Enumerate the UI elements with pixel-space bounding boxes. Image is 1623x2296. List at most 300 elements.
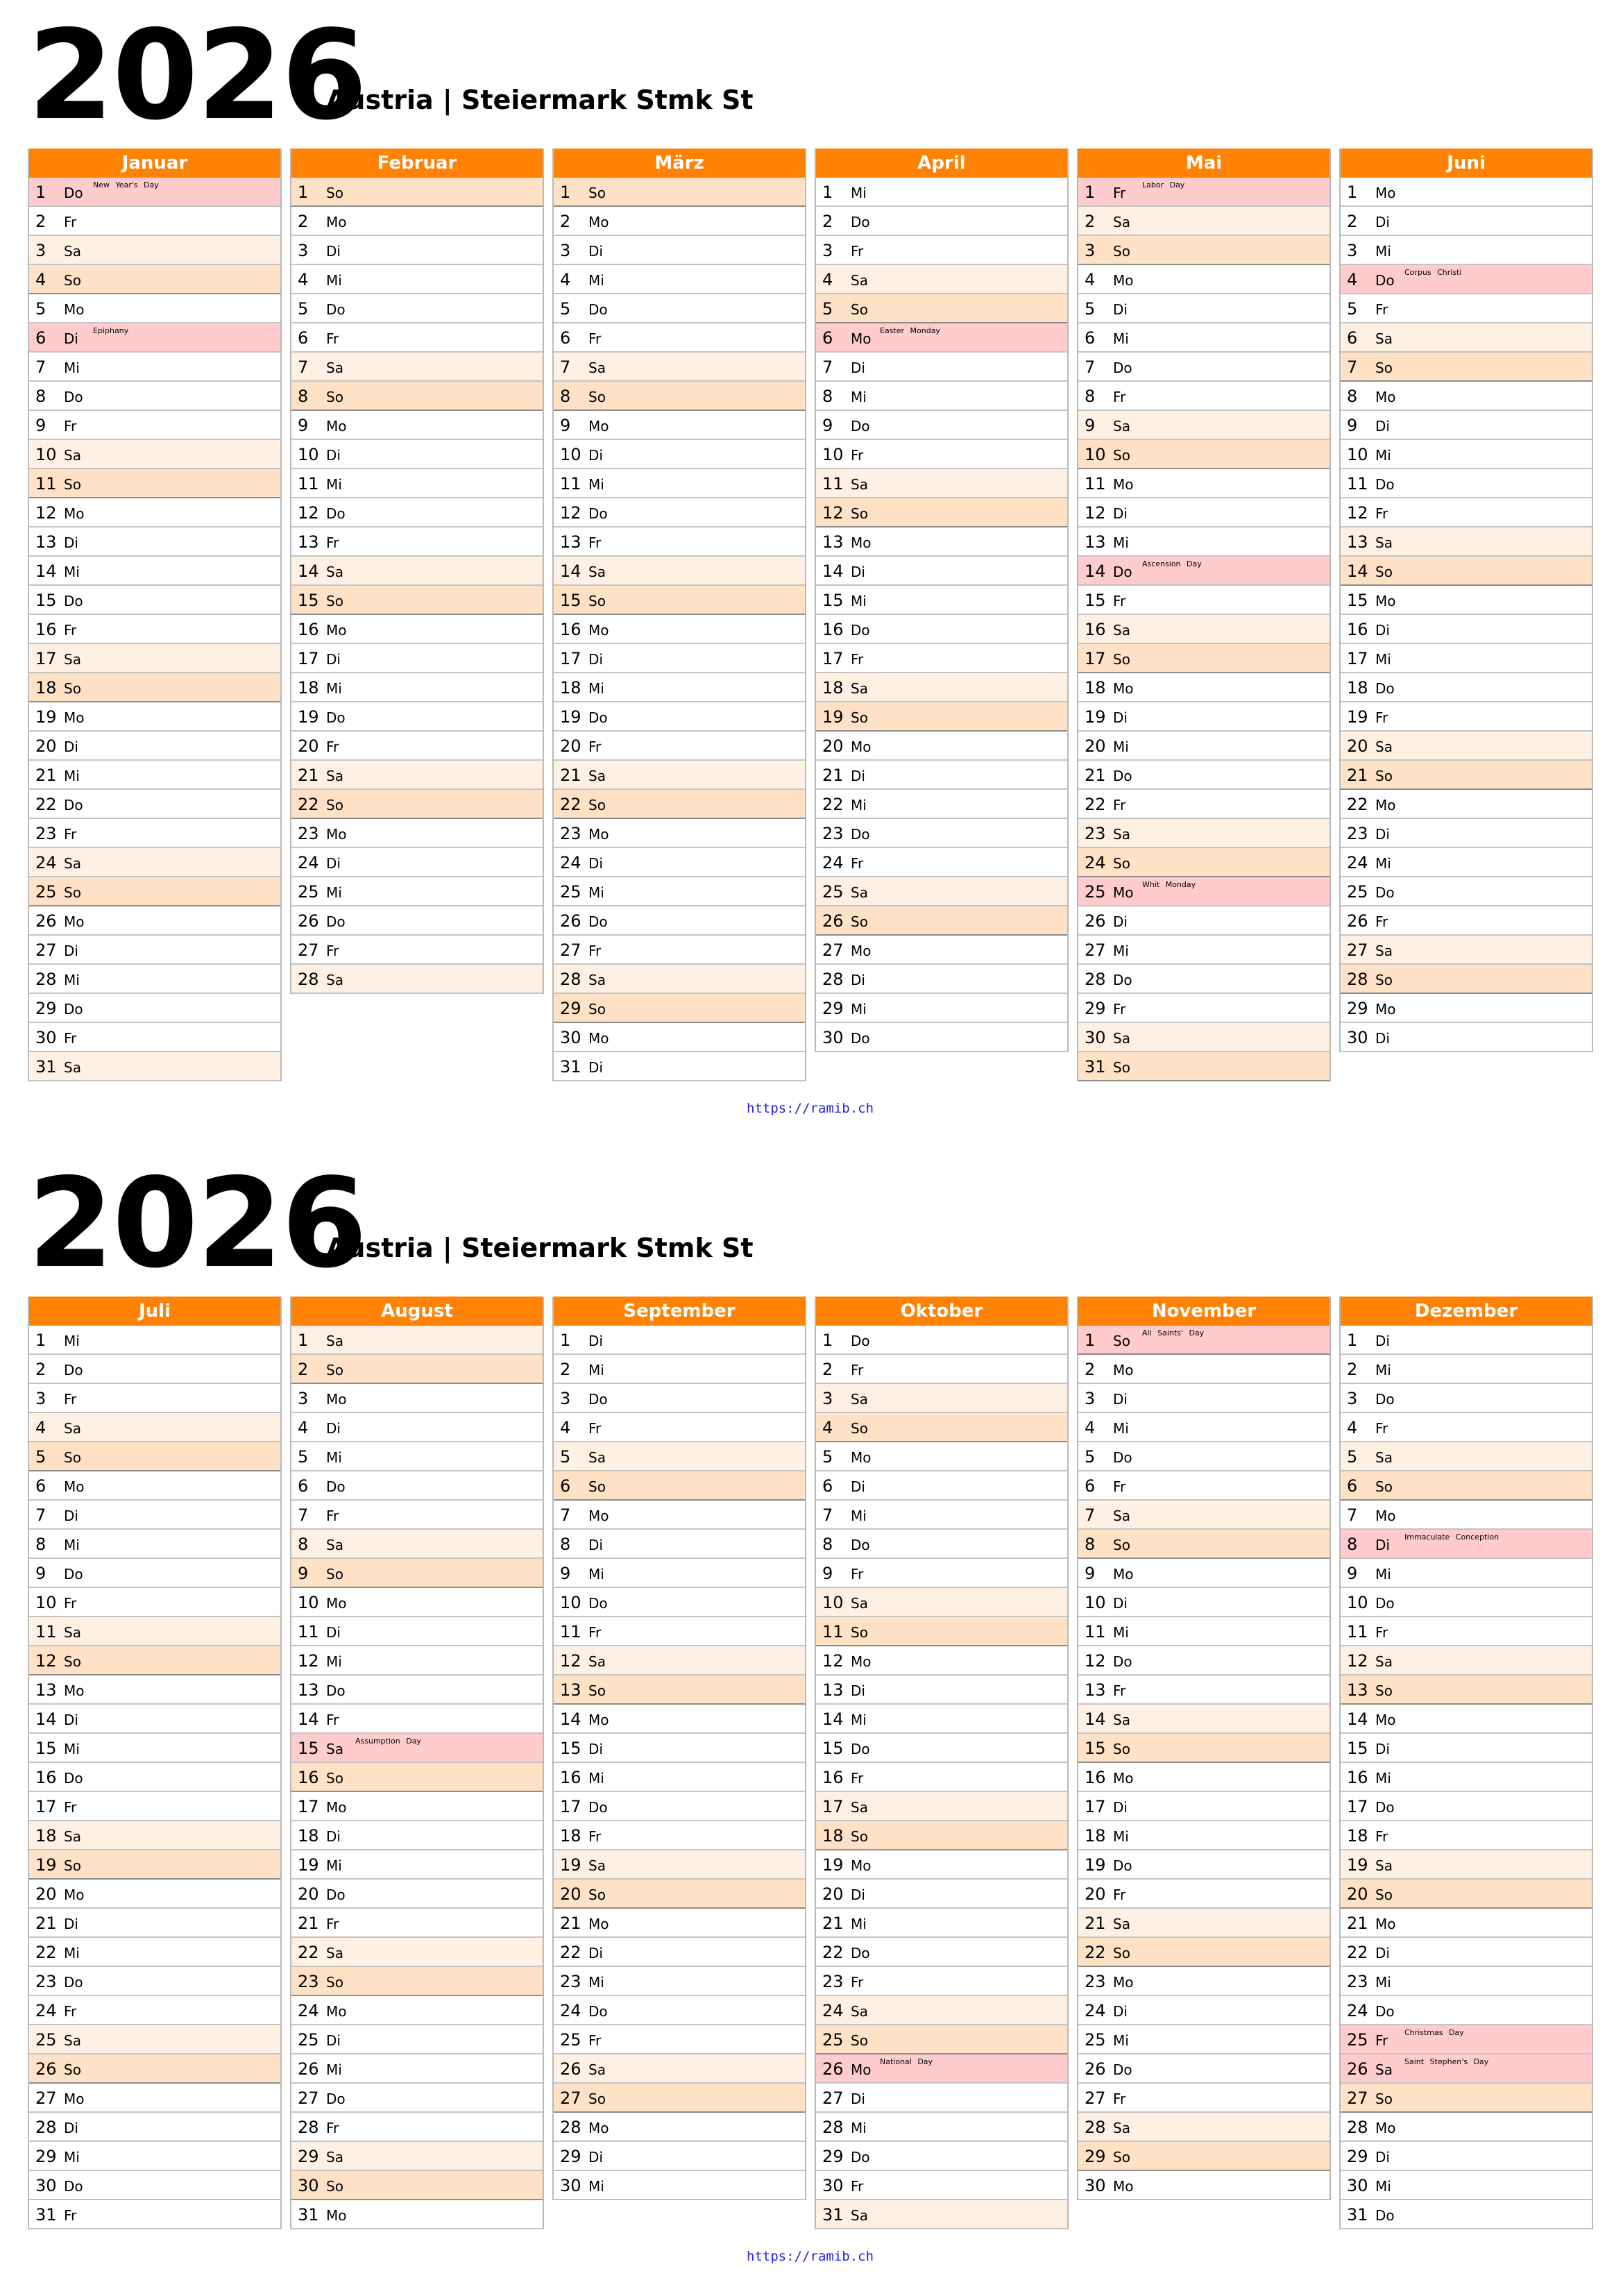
weekday-name: Mo bbox=[1375, 2120, 1396, 2136]
weekday-name: Sa bbox=[1113, 1508, 1130, 1524]
weekday-name: Fr bbox=[64, 622, 77, 639]
day-number: 18 bbox=[1085, 1826, 1106, 1846]
weekday-name: Fr bbox=[1113, 389, 1126, 405]
weekday-name: Do bbox=[1375, 2207, 1395, 2224]
day-row bbox=[291, 1880, 543, 1909]
weekday-name: Fr bbox=[1113, 593, 1126, 609]
day-number: 2 bbox=[1347, 1360, 1358, 1379]
day-number: 10 bbox=[1347, 1593, 1368, 1612]
weekday-name: Mo bbox=[326, 214, 347, 230]
weekday-name: Fr bbox=[64, 2003, 77, 2020]
day-row bbox=[1341, 1938, 1592, 1967]
day-row bbox=[29, 761, 280, 790]
day-number: 6 bbox=[1347, 328, 1358, 348]
day-number: 8 bbox=[298, 387, 309, 406]
day-row bbox=[291, 848, 543, 877]
weekday-name: So bbox=[588, 1682, 606, 1699]
source-link[interactable]: https://ramib.ch bbox=[747, 1101, 874, 1116]
day-row bbox=[554, 353, 805, 382]
day-row bbox=[29, 469, 280, 498]
day-row bbox=[1078, 819, 1329, 848]
day-number: 26 bbox=[1085, 2059, 1106, 2079]
day-number: 13 bbox=[560, 532, 581, 552]
day-row bbox=[816, 440, 1067, 469]
weekday-name: Do bbox=[64, 1566, 83, 1582]
day-row bbox=[29, 1326, 280, 1355]
day-row bbox=[291, 1792, 543, 1821]
day-row bbox=[1078, 411, 1329, 440]
day-row bbox=[29, 1023, 280, 1052]
weekday-name: Mo bbox=[1375, 185, 1396, 201]
weekday-name: Sa bbox=[851, 1391, 868, 1408]
weekday-name: Sa bbox=[851, 680, 868, 697]
weekday-name: Sa bbox=[588, 972, 606, 988]
day-row bbox=[816, 2200, 1067, 2229]
month-header: Februar bbox=[291, 149, 543, 178]
day-number: 11 bbox=[1347, 1622, 1368, 1641]
weekday-name: So bbox=[588, 1886, 606, 1903]
day-row bbox=[291, 2142, 543, 2171]
weekday-name: Fr bbox=[1375, 1624, 1388, 1641]
weekday-name: So bbox=[64, 1449, 81, 1466]
day-number: 12 bbox=[298, 503, 319, 523]
day-number: 7 bbox=[1347, 357, 1358, 377]
day-row bbox=[291, 1559, 543, 1588]
weekday-name: Mi bbox=[851, 2120, 867, 2136]
day-number: 1 bbox=[822, 1331, 833, 1350]
day-number: 30 bbox=[822, 2176, 844, 2195]
day-row bbox=[291, 702, 543, 732]
weekday-name: Fr bbox=[64, 1391, 77, 1408]
day-number: 1 bbox=[35, 183, 46, 202]
day-row bbox=[554, 382, 805, 411]
day-row bbox=[29, 673, 280, 702]
weekday-name: Di bbox=[1113, 913, 1128, 930]
weekday-name: Do bbox=[326, 709, 346, 726]
day-number: 26 bbox=[822, 2059, 844, 2079]
day-row bbox=[816, 2113, 1067, 2142]
weekday-name: So bbox=[326, 593, 343, 609]
day-number: 22 bbox=[1347, 1943, 1368, 1962]
day-row bbox=[816, 527, 1067, 557]
weekday-name: Di bbox=[64, 330, 78, 347]
day-number: 11 bbox=[298, 1622, 319, 1641]
day-row bbox=[29, 236, 280, 265]
weekday-name: Mi bbox=[1113, 1624, 1129, 1641]
weekday-name: Mi bbox=[851, 797, 867, 813]
day-number: 13 bbox=[1085, 532, 1106, 552]
day-number: 28 bbox=[35, 2118, 57, 2137]
weekday-name: Sa bbox=[64, 651, 81, 668]
weekday-name: Di bbox=[1113, 1391, 1128, 1408]
weekday-name: Fr bbox=[1375, 913, 1388, 930]
day-row bbox=[554, 1559, 805, 1588]
day-number: 11 bbox=[1085, 1622, 1106, 1641]
day-number: 14 bbox=[35, 1710, 57, 1729]
day-number: 23 bbox=[822, 824, 844, 843]
weekday-name: Fr bbox=[1113, 1886, 1126, 1903]
day-row bbox=[1078, 323, 1329, 353]
weekday-name: Mi bbox=[64, 1333, 80, 1349]
day-number: 15 bbox=[298, 1739, 319, 1758]
day-number: 25 bbox=[1347, 882, 1368, 902]
day-row bbox=[554, 877, 805, 906]
day-number: 18 bbox=[1347, 1826, 1368, 1846]
day-row bbox=[816, 2084, 1067, 2113]
day-row bbox=[816, 819, 1067, 848]
weekday-name: Fr bbox=[326, 2120, 339, 2136]
day-number: 30 bbox=[560, 1028, 581, 1047]
weekday-name: Di bbox=[588, 243, 603, 260]
weekday-name: So bbox=[64, 884, 81, 901]
day-number: 18 bbox=[35, 678, 57, 698]
weekday-name: Mi bbox=[588, 884, 604, 901]
day-number: 16 bbox=[298, 1768, 319, 1787]
weekday-name: Sa bbox=[64, 1828, 81, 1845]
day-row bbox=[1341, 994, 1592, 1023]
day-number: 5 bbox=[1085, 1447, 1096, 1467]
day-number: 16 bbox=[822, 1768, 844, 1787]
holiday-label: Saint Stephen's Day bbox=[1404, 2057, 1489, 2066]
day-row bbox=[816, 1530, 1067, 1559]
day-number: 18 bbox=[1085, 678, 1106, 698]
day-number: 31 bbox=[1085, 1057, 1106, 1077]
day-number: 21 bbox=[822, 766, 844, 785]
day-row bbox=[1341, 1705, 1592, 1734]
weekday-name: Fr bbox=[64, 1030, 77, 1047]
day-row bbox=[29, 702, 280, 732]
month-column-august bbox=[290, 1297, 544, 2229]
weekday-name: Mi bbox=[326, 680, 342, 697]
day-number: 13 bbox=[1085, 1680, 1106, 1700]
day-number: 5 bbox=[1347, 299, 1358, 319]
day-number: 1 bbox=[35, 1331, 46, 1350]
weekday-name: Mi bbox=[1375, 2178, 1391, 2195]
day-number: 16 bbox=[1085, 1768, 1106, 1787]
day-row bbox=[29, 1763, 280, 1792]
weekday-name: Sa bbox=[588, 360, 606, 376]
weekday-name: Mo bbox=[326, 418, 347, 434]
weekday-name: Sa bbox=[1375, 1449, 1393, 1466]
weekday-name: Mo bbox=[326, 826, 347, 843]
day-row bbox=[1341, 1617, 1592, 1646]
day-row bbox=[554, 848, 805, 877]
weekday-name: So bbox=[326, 1362, 343, 1378]
weekday-name: Mo bbox=[64, 1478, 85, 1495]
day-number: 18 bbox=[822, 1826, 844, 1846]
day-number: 10 bbox=[560, 445, 581, 464]
weekday-name: Mo bbox=[1113, 680, 1134, 697]
weekday-name: So bbox=[851, 2032, 868, 2049]
day-number: 6 bbox=[1085, 328, 1096, 348]
day-number: 17 bbox=[560, 1797, 581, 1816]
day-row bbox=[29, 615, 280, 644]
weekday-name: Fr bbox=[326, 1916, 339, 1932]
holiday-label: Labor Day bbox=[1142, 180, 1185, 189]
weekday-name: Do bbox=[326, 1478, 346, 1495]
weekday-name: Do bbox=[1375, 272, 1395, 289]
day-row bbox=[29, 498, 280, 527]
weekday-name: Di bbox=[1113, 1799, 1128, 1816]
day-number: 18 bbox=[560, 678, 581, 698]
day-number: 11 bbox=[298, 474, 319, 493]
day-number: 23 bbox=[1085, 824, 1106, 843]
day-number: 27 bbox=[1347, 940, 1368, 960]
weekday-name: Sa bbox=[851, 1799, 868, 1816]
weekday-name: So bbox=[851, 1828, 868, 1845]
weekday-name: Mo bbox=[851, 330, 872, 347]
weekday-name: Fr bbox=[326, 1712, 339, 1728]
day-number: 11 bbox=[35, 474, 57, 493]
weekday-name: Do bbox=[588, 505, 608, 522]
weekday-name: Fr bbox=[1375, 1828, 1388, 1845]
day-number: 9 bbox=[298, 416, 309, 435]
day-row bbox=[1078, 1501, 1329, 1530]
day-number: 17 bbox=[1085, 1797, 1106, 1816]
day-row bbox=[1078, 1471, 1329, 1501]
day-row bbox=[554, 732, 805, 761]
day-number: 2 bbox=[35, 1360, 46, 1379]
weekday-name: Di bbox=[1375, 2149, 1390, 2166]
day-row bbox=[554, 1792, 805, 1821]
month-column-april bbox=[815, 149, 1069, 1052]
weekday-name: Sa bbox=[64, 447, 81, 464]
holiday-label: Easter Monday bbox=[880, 326, 940, 335]
day-row bbox=[291, 2200, 543, 2229]
weekday-name: Di bbox=[326, 1420, 341, 1437]
weekday-name: Fr bbox=[851, 2178, 864, 2195]
day-number: 28 bbox=[1085, 2118, 1106, 2137]
day-number: 25 bbox=[822, 2030, 844, 2050]
day-number: 30 bbox=[298, 2176, 319, 2195]
day-number: 25 bbox=[560, 882, 581, 902]
day-row bbox=[554, 673, 805, 702]
weekday-name: So bbox=[851, 301, 868, 318]
day-row bbox=[1078, 1559, 1329, 1588]
day-number: 30 bbox=[35, 1028, 57, 1047]
day-row bbox=[29, 382, 280, 411]
weekday-name: Do bbox=[851, 2149, 870, 2166]
day-number: 28 bbox=[1085, 970, 1106, 989]
month-header: November bbox=[1078, 1297, 1329, 1326]
weekday-name: Di bbox=[1375, 1945, 1390, 1961]
month-header: Oktober bbox=[816, 1297, 1067, 1326]
calendar-half-2 bbox=[0, 1148, 1623, 2296]
day-row bbox=[554, 1023, 805, 1052]
weekday-name: Mi bbox=[326, 1857, 342, 1874]
day-number: 8 bbox=[1085, 1535, 1096, 1554]
day-row bbox=[554, 411, 805, 440]
day-number: 9 bbox=[35, 1564, 46, 1583]
weekday-name: Mo bbox=[851, 943, 872, 959]
weekday-name: Do bbox=[851, 826, 870, 843]
day-row bbox=[1078, 644, 1329, 673]
weekday-name: Di bbox=[588, 1333, 603, 1349]
day-row bbox=[29, 1588, 280, 1617]
weekday-name: So bbox=[326, 389, 343, 405]
day-row bbox=[554, 323, 805, 353]
weekday-name: Mi bbox=[1113, 1828, 1129, 1845]
day-row bbox=[1078, 1442, 1329, 1471]
day-row bbox=[816, 1471, 1067, 1501]
day-row bbox=[554, 761, 805, 790]
day-number: 27 bbox=[1347, 2088, 1368, 2108]
weekday-name: Do bbox=[1375, 2003, 1395, 2020]
weekday-name: Mo bbox=[64, 1682, 85, 1699]
day-number: 9 bbox=[560, 416, 571, 435]
day-row bbox=[1078, 207, 1329, 236]
month-column-dezember bbox=[1339, 1297, 1593, 2229]
weekday-name: Mo bbox=[1375, 797, 1396, 813]
month-column-februar bbox=[290, 149, 544, 994]
weekday-name: Fr bbox=[326, 943, 339, 959]
weekday-name: So bbox=[64, 2061, 81, 2078]
day-number: 14 bbox=[1347, 562, 1368, 581]
weekday-name: So bbox=[851, 1420, 868, 1437]
weekday-name: Do bbox=[1113, 768, 1132, 784]
day-row bbox=[1341, 382, 1592, 411]
weekday-name: Sa bbox=[851, 2207, 868, 2224]
weekday-name: Mi bbox=[64, 768, 80, 784]
weekday-name: Mi bbox=[64, 1741, 80, 1757]
day-row bbox=[1341, 1023, 1592, 1052]
day-number: 30 bbox=[1347, 1028, 1368, 1047]
weekday-name: Di bbox=[588, 447, 603, 464]
day-number: 22 bbox=[560, 1943, 581, 1962]
day-row bbox=[1341, 236, 1592, 265]
weekday-name: Fr bbox=[1375, 301, 1388, 318]
day-row bbox=[1341, 1530, 1592, 1559]
weekday-name: So bbox=[1113, 243, 1130, 260]
weekday-name: So bbox=[64, 1857, 81, 1874]
day-number: 12 bbox=[1347, 503, 1368, 523]
day-number: 28 bbox=[560, 2118, 581, 2137]
day-number: 15 bbox=[1347, 591, 1368, 610]
weekday-name: Mi bbox=[588, 1974, 604, 1991]
weekday-name: Fr bbox=[326, 1508, 339, 1524]
day-number: 11 bbox=[560, 1622, 581, 1641]
day-number: 26 bbox=[35, 2059, 57, 2079]
day-row bbox=[29, 1646, 280, 1675]
holiday-label: Ascension Day bbox=[1142, 559, 1202, 568]
day-row bbox=[1078, 1384, 1329, 1413]
day-row bbox=[1341, 1996, 1592, 2025]
weekday-name: Mo bbox=[326, 1391, 347, 1408]
day-number: 16 bbox=[1347, 620, 1368, 639]
day-number: 5 bbox=[35, 1447, 46, 1467]
day-row bbox=[1078, 440, 1329, 469]
weekday-name: Mi bbox=[588, 2178, 604, 2195]
weekday-name: Do bbox=[64, 2178, 83, 2195]
weekday-name: Di bbox=[1375, 418, 1390, 434]
weekday-name: Sa bbox=[1375, 534, 1393, 551]
day-number: 28 bbox=[1347, 970, 1368, 989]
day-number: 20 bbox=[822, 736, 844, 756]
day-row bbox=[554, 702, 805, 732]
month-column-november bbox=[1077, 1297, 1331, 2200]
day-row bbox=[29, 1355, 280, 1384]
day-row bbox=[29, 527, 280, 557]
day-row bbox=[1341, 702, 1592, 732]
day-row bbox=[816, 1559, 1067, 1588]
day-row bbox=[291, 2113, 543, 2142]
day-number: 20 bbox=[35, 1884, 57, 1904]
day-number: 19 bbox=[1347, 707, 1368, 727]
day-number: 15 bbox=[35, 591, 57, 610]
day-row bbox=[1341, 2171, 1592, 2200]
day-number: 5 bbox=[1085, 299, 1096, 319]
day-row bbox=[29, 1413, 280, 1442]
weekday-name: Fr bbox=[588, 1420, 602, 1437]
weekday-name: Mo bbox=[588, 2120, 609, 2136]
day-row bbox=[816, 848, 1067, 877]
weekday-name: So bbox=[1375, 360, 1393, 376]
day-number: 27 bbox=[298, 2088, 319, 2108]
day-row bbox=[1341, 586, 1592, 615]
day-number: 5 bbox=[298, 299, 309, 319]
day-number: 30 bbox=[1085, 1028, 1106, 1047]
day-number: 9 bbox=[35, 416, 46, 435]
day-row bbox=[291, 673, 543, 702]
day-number: 27 bbox=[35, 940, 57, 960]
day-number: 3 bbox=[560, 241, 571, 260]
day-number: 10 bbox=[1085, 1593, 1106, 1612]
day-row bbox=[29, 790, 280, 819]
source-link[interactable]: https://ramib.ch bbox=[747, 2249, 874, 2264]
weekday-name: Do bbox=[1113, 972, 1132, 988]
day-row bbox=[554, 1530, 805, 1559]
day-row bbox=[291, 178, 543, 207]
weekday-name: Sa bbox=[1375, 2061, 1393, 2078]
weekday-name: Sa bbox=[851, 2003, 868, 2020]
day-number: 12 bbox=[1085, 503, 1106, 523]
day-row bbox=[554, 236, 805, 265]
weekday-name: Mo bbox=[1375, 1001, 1396, 1018]
region-subtitle: Austria | Steiermark Stmk St bbox=[326, 85, 754, 115]
day-number: 12 bbox=[1085, 1651, 1106, 1671]
day-row bbox=[816, 1588, 1067, 1617]
day-number: 25 bbox=[1085, 2030, 1106, 2050]
day-number: 11 bbox=[1085, 474, 1106, 493]
day-row bbox=[291, 557, 543, 586]
day-number: 23 bbox=[35, 1972, 57, 1991]
month-column-märz bbox=[552, 149, 806, 1081]
day-number: 22 bbox=[35, 1943, 57, 1962]
day-row bbox=[291, 1413, 543, 1442]
day-number: 19 bbox=[35, 1855, 57, 1875]
day-number: 27 bbox=[560, 2088, 581, 2108]
weekday-name: Do bbox=[1113, 1449, 1132, 1466]
weekday-name: Mo bbox=[326, 1595, 347, 1612]
day-row bbox=[816, 1821, 1067, 1850]
day-number: 26 bbox=[560, 911, 581, 931]
day-row bbox=[291, 323, 543, 353]
day-number: 4 bbox=[560, 1418, 571, 1437]
day-number: 12 bbox=[35, 503, 57, 523]
month-header: Juli bbox=[29, 1297, 280, 1326]
day-row bbox=[816, 2142, 1067, 2171]
weekday-name: Mi bbox=[588, 1566, 604, 1582]
weekday-name: Di bbox=[64, 1508, 78, 1524]
weekday-name: So bbox=[1113, 1741, 1130, 1757]
day-number: 29 bbox=[1347, 2147, 1368, 2166]
day-row bbox=[816, 1909, 1067, 1938]
day-number: 23 bbox=[298, 1972, 319, 1991]
day-number: 23 bbox=[1085, 1972, 1106, 1991]
day-row bbox=[816, 965, 1067, 994]
weekday-name: Do bbox=[1375, 1595, 1395, 1612]
weekday-name: Fr bbox=[64, 826, 77, 843]
